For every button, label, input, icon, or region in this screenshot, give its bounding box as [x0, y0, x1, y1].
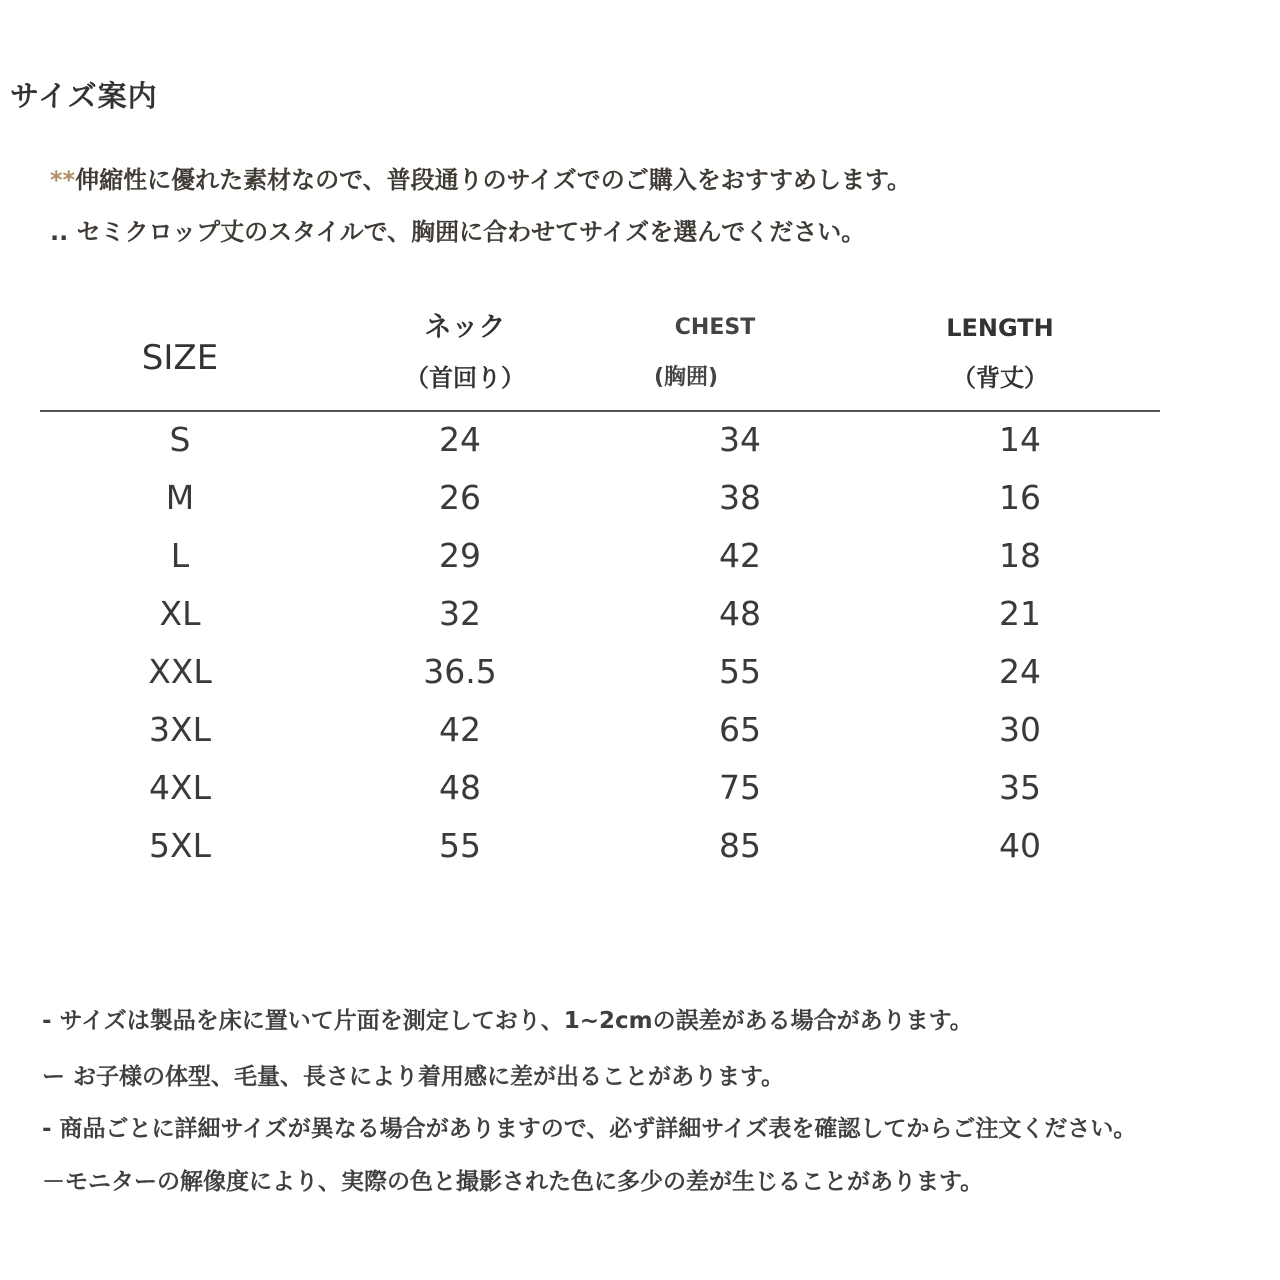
- cell-neck: 48: [439, 768, 481, 807]
- header-neck-label: ネック: [424, 312, 506, 343]
- note-stretch: [50, 160, 911, 195]
- table-row: [40, 586, 1160, 644]
- header-chest-sub: (胸囲): [654, 365, 719, 390]
- cell-neck: 29: [439, 536, 481, 575]
- cell-chest: 85: [719, 826, 761, 865]
- cell-size: 4XL: [149, 768, 211, 807]
- cell-neck: 36.5: [423, 652, 497, 691]
- footnote-measurement: - サイズは製品を床に置いて片面を測定しており、1~2cmの誤差がある場合があります。: [42, 1008, 973, 1034]
- header-chest-label: CHEST: [674, 315, 756, 340]
- table-row: [40, 818, 1160, 876]
- header-neck: [380, 312, 550, 394]
- cell-chest: 48: [719, 594, 761, 633]
- cell-neck: 26: [439, 478, 481, 517]
- header-size: SIZE: [141, 338, 219, 378]
- note-mark: **: [50, 166, 76, 194]
- footnote-size-chart: - 商品ごとに詳細サイズが異なる場合がありますので、必ず詳細サイズ表を確認してからご注文ください。: [42, 1116, 1137, 1142]
- footnote-color: －モニターの解像度により、実際の色と撮影された色に多少の差が生じることがあります。: [42, 1169, 984, 1195]
- note-text: セミクロップ丈のスタイルで、胸囲に合わせてサイズを選んでください。: [68, 218, 866, 246]
- header-length-sub: （背丈）: [952, 364, 1048, 392]
- cell-length: 30: [999, 710, 1041, 749]
- cell-chest: 34: [719, 420, 761, 459]
- cell-neck: 42: [439, 710, 481, 749]
- cell-size: XXL: [148, 652, 212, 691]
- cell-chest: 42: [719, 536, 761, 575]
- cell-length: 21: [999, 594, 1041, 633]
- size-table-body: [40, 412, 1160, 876]
- cell-size: S: [169, 420, 191, 459]
- cell-length: 24: [999, 652, 1041, 691]
- cell-neck: 32: [439, 594, 481, 633]
- header-neck-sub: （首回り）: [405, 364, 525, 392]
- table-row: [40, 412, 1160, 470]
- note-mark: ..: [50, 218, 69, 246]
- cell-chest: 38: [719, 478, 761, 517]
- cell-size: L: [170, 536, 190, 575]
- table-row: [40, 644, 1160, 702]
- size-table-header: [40, 300, 1160, 412]
- cell-neck: 24: [439, 420, 481, 459]
- cell-length: 40: [999, 826, 1041, 865]
- header-length: [930, 312, 1070, 394]
- cell-length: 14: [999, 420, 1041, 459]
- note-crop: [50, 212, 865, 247]
- cell-chest: 55: [719, 652, 761, 691]
- cell-chest: 65: [719, 710, 761, 749]
- page-title: サイズ案内: [10, 79, 158, 113]
- size-table: [40, 300, 1160, 876]
- cell-length: 18: [999, 536, 1041, 575]
- cell-size: XL: [159, 594, 201, 633]
- cell-neck: 55: [439, 826, 481, 865]
- header-chest: [640, 312, 790, 394]
- footnote-fit: ー お子様の体型、毛量、長さにより着用感に差が出ることがあります。: [42, 1064, 785, 1090]
- cell-length: 16: [999, 478, 1041, 517]
- note-text: 伸縮性に優れた素材なので、普段通りのサイズでのご購入をおすすめします。: [75, 166, 912, 194]
- header-length-label: LENGTH: [946, 314, 1054, 342]
- table-row: [40, 702, 1160, 760]
- table-row: [40, 528, 1160, 586]
- table-row: [40, 470, 1160, 528]
- cell-size: 3XL: [149, 710, 211, 749]
- cell-length: 35: [999, 768, 1041, 807]
- cell-size: 5XL: [149, 826, 211, 865]
- table-row: [40, 760, 1160, 818]
- cell-size: M: [165, 478, 195, 517]
- cell-chest: 75: [719, 768, 761, 807]
